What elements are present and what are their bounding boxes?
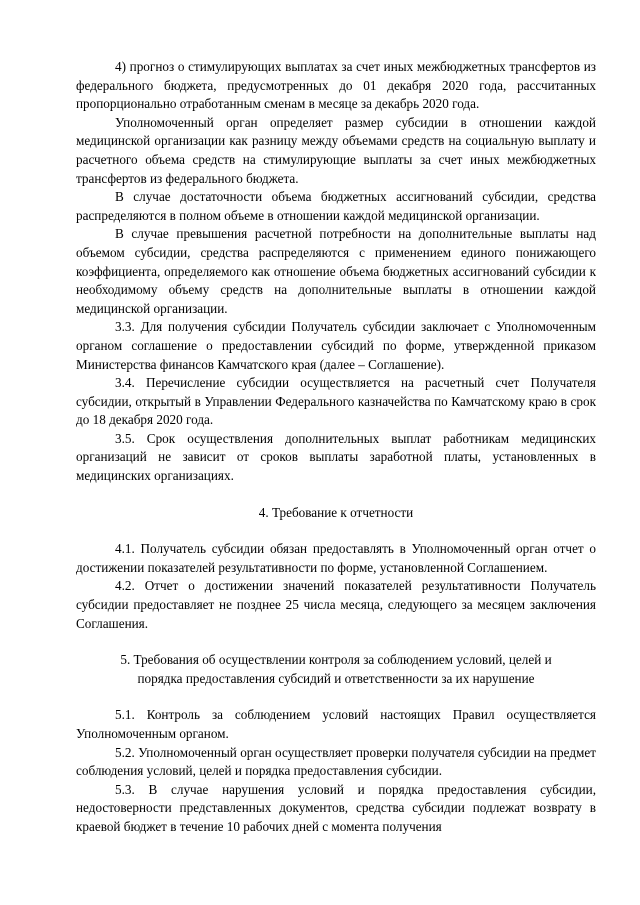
paragraph-sufficiency: В случае достаточности объема бюджетных ассигнований субсидии, средства распределяются в полном объеме в отношении каждой медицинской организации.	[76, 189, 596, 223]
document-page	[76, 58, 596, 837]
paragraph-3-5: 3.5. Срок осуществления дополнительных выплат работникам медицинских организаций не зависит от сроков выплаты заработной платы, установленных в медицинских организациях.	[76, 430, 596, 484]
paragraph-4-2: 4.2. Отчет о достижении значений показателей результативности Получатель субсидии предоставляет не позднее 25 числа месяца, следующего за месяцем заключения Соглашения.	[76, 578, 596, 631]
section-5-heading-line-1: 5. Требования об осуществлении контроля за соблюдением условий, целей и	[120, 652, 552, 668]
paragraph-3-3: 3.3. Для получения субсидии Получатель субсидии заключает с Уполномоченным органом соглашение о предоставлении субсидий по форме, утвержденной приказом Министерства финансов Камчатского края (далее – Соглашение).	[76, 319, 596, 372]
paragraph-excess: В случае превышения расчетной потребности на дополнительные выплаты над объемом субсидии, средства распределяются с применением единого понижающего коэффициента, определяемого как отношение объема бюджетных ассигнований субсидии к необходимому объему средств на дополнительные выплаты в отношении каждой медицинской организации.	[76, 226, 596, 316]
section-4-heading: 4. Требование к отчетности	[258, 504, 414, 520]
paragraph-5-1: 5.1. Контроль за соблюдением условий настоящих Правил осуществляется Уполномоченным органом.	[76, 707, 596, 741]
section-5-heading	[76, 651, 596, 688]
paragraph-item-4-forecast: 4) прогноз о стимулирующих выплатах за счет иных межбюджетных трансфертов из федерального бюджета, предусмотренных до 01 декабря 2020 года, рассчитанных пропорционально отработанным сменам в месяце за декабрь 2020 года.	[76, 59, 596, 112]
paragraph-subsidy-size: Уполномоченный орган определяет размер субсидии в отношении каждой медицинской организации как разницу между объемами средств на социальную выплату и расчетного объема средств на стимулирующие выплаты за счет иных межбюджетных трансфертов из федерального бюджета.	[76, 114, 596, 186]
paragraph-5-3: 5.3. В случае нарушения условий и порядка предоставления субсидии, недостоверности представленных документов, средства субсидии подлежат возврату в краевой бюджет в течение 10 рабочих дней с момента получения	[76, 781, 596, 834]
paragraph-5-2: 5.2. Уполномоченный орган осуществляет проверки получателя субсидии на предмет соблюдения условий, целей и порядка предоставления субсидии.	[76, 744, 596, 779]
paragraph-4-1: 4.1. Получатель субсидии обязан предоставлять в Уполномоченный орган отчет о достижении показателей результативности по форме, установленной Соглашением.	[76, 541, 596, 575]
paragraph-3-4: 3.4. Перечисление субсидии осуществляется на расчетный счет Получателя субсидии, открытый в Управлении Федерального казначейства по Камчатскому краю в срок до 18 декабря 2020 года.	[76, 375, 596, 428]
section-5-heading-line-2: порядка предоставления субсидий и ответственности за их нарушение	[137, 670, 535, 686]
